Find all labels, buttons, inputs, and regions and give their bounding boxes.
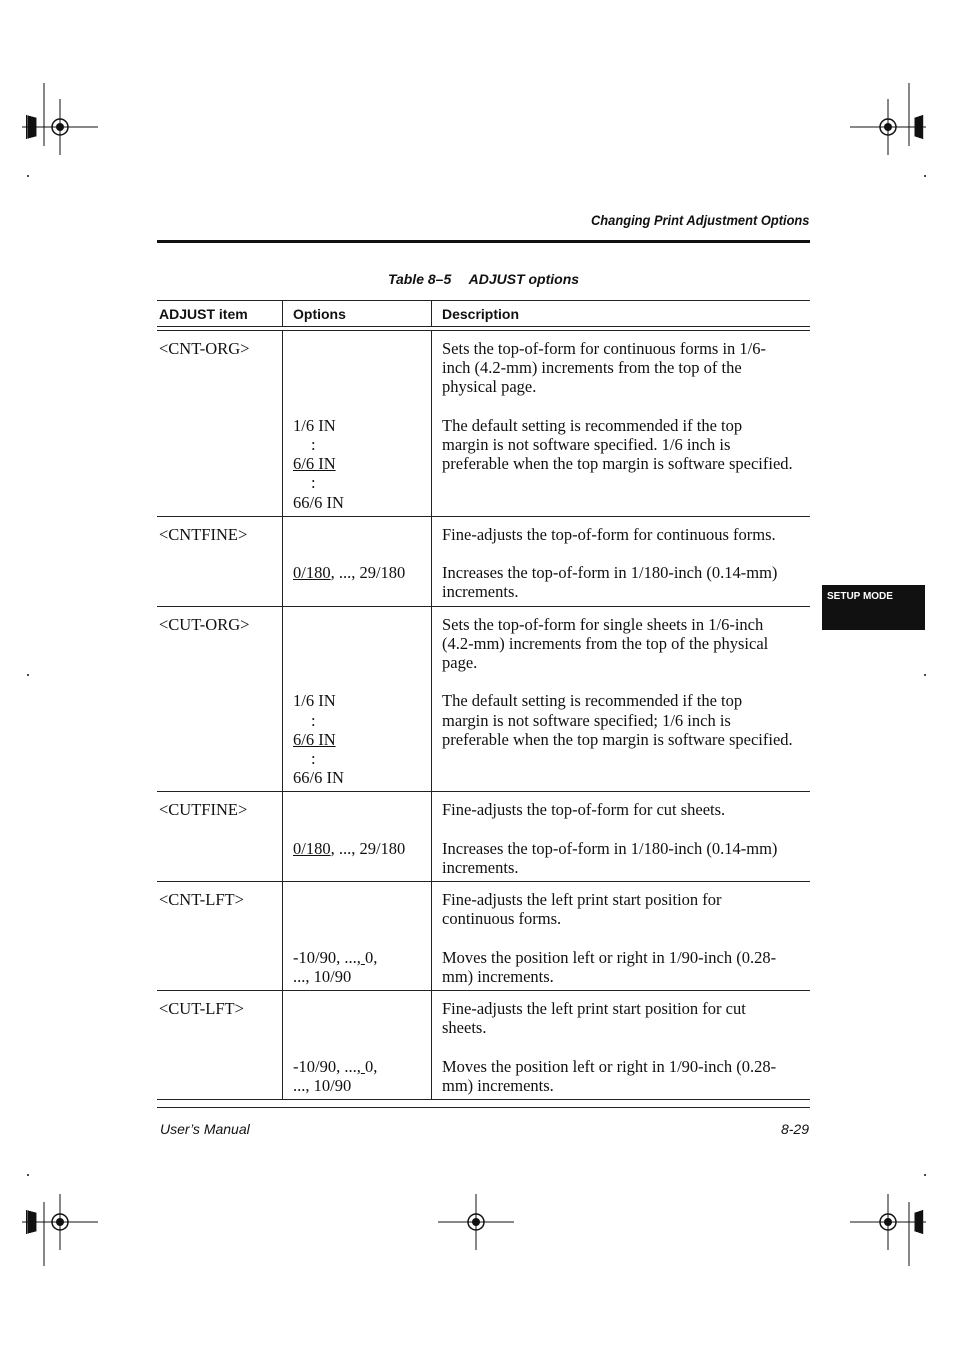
description-line: margin is not software specified. 1/6 inch is — [442, 435, 731, 454]
option-line — [293, 339, 431, 358]
header-rule — [157, 240, 810, 243]
adjust-item-cell: <CNTFINE> — [159, 524, 248, 544]
description-cell — [431, 882, 810, 990]
option-line: 0/180, ..., 29/180 — [293, 838, 406, 858]
option-line — [293, 1038, 431, 1057]
options-cell — [282, 607, 431, 792]
description-line: The default setting is recommended if the top — [442, 691, 743, 711]
option-line — [293, 929, 431, 948]
adjust-item-cell: <CNT-LFT> — [159, 890, 244, 910]
option-line — [293, 525, 431, 544]
adjust-item-cell: <CUT-LFT> — [159, 999, 244, 1019]
description-line: preferable when the top margin is software specified. — [442, 454, 793, 474]
options-cell — [282, 991, 431, 1099]
column-header-item: ADJUST item — [159, 305, 248, 322]
option-line — [293, 377, 431, 396]
adjust-item-cell: <CNT-ORG> — [159, 339, 250, 358]
description-line: continuous forms. — [442, 909, 562, 929]
description-line — [442, 672, 810, 691]
table-row — [157, 331, 810, 517]
description-line: Increases the top-of-form in 1/180-inch (0.14-mm) — [442, 838, 778, 858]
table-row — [157, 607, 810, 793]
description-line: Fine-adjusts the top-of-form for continuous forms. — [442, 524, 776, 544]
description-line: sheets. — [442, 1018, 487, 1038]
option-line: ..., 10/90 — [293, 966, 352, 986]
option-line — [293, 544, 431, 563]
option-line: 6/6 IN — [293, 729, 336, 749]
option-line — [293, 800, 431, 819]
description-line: Moves the position left or right in 1/90-inch (0.28- — [442, 1056, 777, 1076]
table-header-row — [157, 300, 810, 327]
option-line: -10/90, ..., 0, — [293, 1056, 378, 1076]
description-line — [442, 1038, 810, 1057]
option-line: -10/90, ..., 0, — [293, 947, 378, 967]
option-line: : — [311, 473, 316, 493]
description-cell — [431, 517, 810, 606]
description-line: mm) increments. — [442, 1075, 554, 1095]
description-line — [442, 929, 810, 948]
option-line: 66/6 IN — [293, 768, 344, 788]
table-body — [157, 331, 810, 1100]
description-line: increments. — [442, 582, 519, 602]
option-line — [293, 672, 431, 691]
option-line: 1/6 IN — [293, 415, 336, 435]
footer-rule — [157, 1107, 810, 1108]
description-line: margin is not software specified; 1/6 inch is — [442, 710, 731, 730]
option-line: : — [311, 710, 316, 730]
option-line: 6/6 IN — [293, 454, 336, 474]
option-line: 1/6 IN — [293, 691, 336, 711]
option-line — [293, 397, 431, 416]
description-line: Fine-adjusts the left print start position for cut — [442, 999, 746, 1019]
running-header: Changing Print Adjustment Options — [590, 212, 809, 228]
page-number: 8-29 — [780, 1121, 809, 1137]
options-cell — [282, 792, 431, 881]
description-line — [442, 820, 810, 839]
footer-manual-title: User’s Manual — [160, 1121, 250, 1137]
description-line: Fine-adjusts the left print start position for — [442, 890, 722, 910]
description-line — [442, 397, 810, 416]
option-line: : — [311, 434, 316, 454]
description-line: Fine-adjusts the top-of-form for cut sheets. — [442, 800, 726, 820]
description-cell — [431, 991, 810, 1099]
table-row — [157, 517, 810, 607]
option-line — [293, 890, 431, 909]
option-line — [293, 634, 431, 653]
description-line: preferable when the top margin is software specified. — [442, 729, 793, 749]
description-line: Increases the top-of-form in 1/180-inch (0.14-mm) — [442, 563, 778, 583]
description-line — [442, 544, 810, 563]
option-line — [293, 1018, 431, 1037]
description-cell — [431, 331, 810, 516]
table-row — [157, 792, 810, 882]
description-line: increments. — [442, 857, 519, 877]
option-line: ..., 10/90 — [293, 1075, 352, 1095]
side-tab-label: SETUP MODE — [827, 591, 893, 602]
option-line: 0/180, ..., 29/180 — [293, 563, 406, 583]
table-caption-title: ADJUST options — [468, 271, 580, 287]
option-line: : — [311, 748, 316, 768]
option-line — [293, 653, 431, 672]
description-line: page. — [442, 652, 478, 672]
side-tab-setup-mode — [822, 585, 925, 630]
description-line: Sets the top-of-form for continuous forms in 1/6- — [442, 339, 766, 358]
options-cell — [282, 331, 431, 516]
option-line — [293, 999, 431, 1018]
option-line — [293, 358, 431, 377]
table-caption-number: Table 8–5 — [387, 271, 452, 287]
options-cell — [282, 517, 431, 606]
table-row — [157, 882, 810, 991]
description-line: Sets the top-of-form for single sheets in 1/6-inch — [442, 614, 764, 634]
option-line — [293, 615, 431, 634]
adjust-options-table — [157, 300, 810, 1100]
description-line: physical page. — [442, 377, 537, 397]
column-header-options: Options — [282, 301, 431, 326]
description-cell — [431, 607, 810, 792]
option-line: 66/6 IN — [293, 492, 344, 512]
option-line — [293, 909, 431, 928]
options-cell — [282, 882, 431, 990]
description-line: The default setting is recommended if the top — [442, 415, 743, 435]
description-line: mm) increments. — [442, 966, 554, 986]
description-line: inch (4.2-mm) increments from the top of the — [442, 358, 742, 378]
column-header-description: Description — [431, 301, 810, 326]
table-row — [157, 991, 810, 1100]
adjust-item-cell: <CUT-ORG> — [159, 614, 250, 634]
adjust-item-cell: <CUTFINE> — [159, 800, 248, 820]
description-line: (4.2-mm) increments from the top of the physical — [442, 633, 769, 653]
option-line — [293, 820, 431, 839]
table-caption — [157, 271, 810, 287]
description-line: Moves the position left or right in 1/90-inch (0.28- — [442, 947, 777, 967]
description-cell — [431, 792, 810, 881]
